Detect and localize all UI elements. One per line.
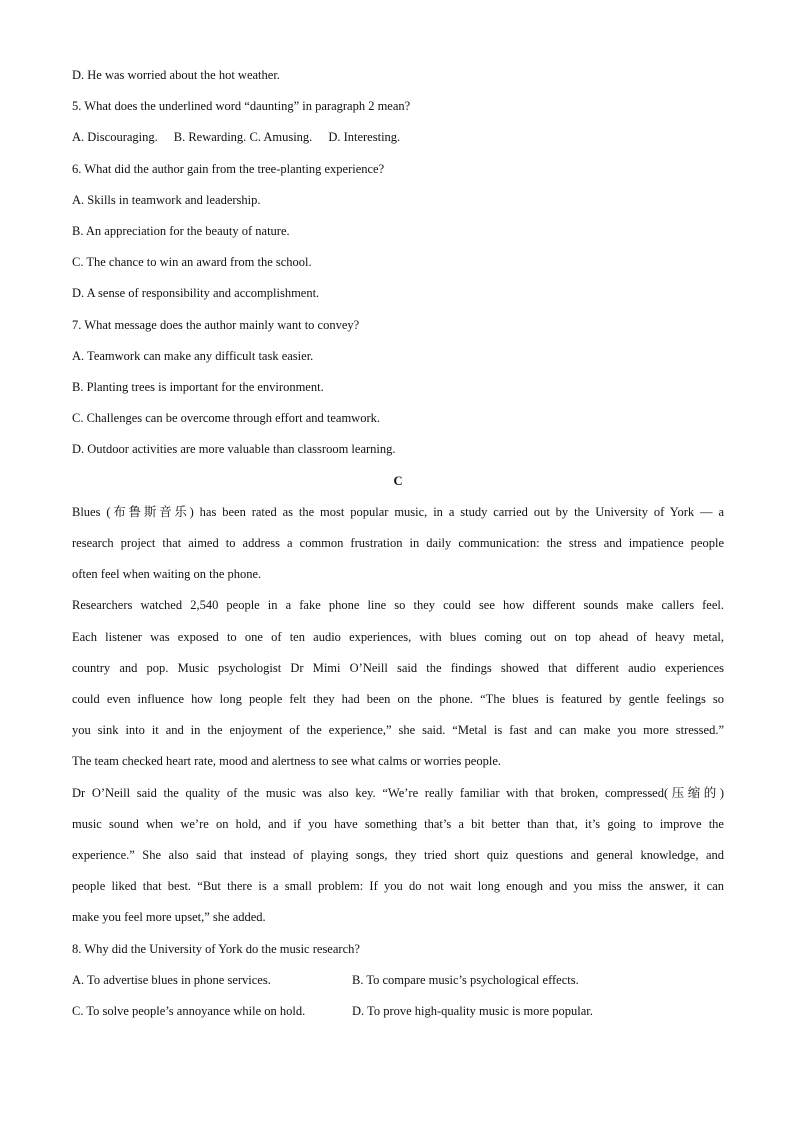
passage-paragraph-3 bbox=[72, 778, 724, 934]
q8-options-row-2 bbox=[72, 996, 724, 1027]
q5-option-c: C. Amusing. bbox=[249, 130, 313, 145]
paragraph-line: country and pop. Music psychologist Dr Mimi O’Neill said the findings showed that different audio experiences bbox=[72, 660, 724, 675]
q6-option-b: B. An appreciation for the beauty of nature. bbox=[72, 224, 290, 239]
q6-question: 6. What did the author gain from the tree-planting experience? bbox=[72, 161, 385, 176]
paragraph-line: experience.” She also said that instead of playing songs, they tried short quiz questions and general knowledge, and bbox=[72, 848, 724, 863]
q4-option-d: D. He was worried about the hot weather. bbox=[72, 68, 280, 82]
document-page bbox=[72, 60, 724, 1027]
q7-option-a: A. Teamwork can make any difficult task easier. bbox=[72, 348, 314, 363]
q8-option-a: A. To advertise blues in phone services. bbox=[72, 972, 271, 987]
q5-option-a: A. Discouraging. bbox=[72, 130, 158, 145]
paragraph-line: people liked that best. “But there is a small problem: If you do not wait long enough and you miss the answer, it can bbox=[72, 879, 724, 894]
q5-question: 5. What does the underlined word “daunting” in paragraph 2 mean? bbox=[72, 99, 411, 114]
q8-question: 8. Why did the University of York do the music research? bbox=[72, 941, 360, 956]
q5-options bbox=[72, 122, 724, 153]
passage-paragraph-1 bbox=[72, 497, 724, 591]
q7-option-b: B. Planting trees is important for the environment. bbox=[72, 380, 324, 395]
paragraph-line: you sink into it and in the enjoyment of the experience,” she said. “Metal is fast and can make you more stressed.” bbox=[72, 723, 724, 738]
q8-options-row-1 bbox=[72, 965, 724, 996]
paragraph-line: Dr O’Neill said the quality of the music was also key. “We’re really familiar with that broken, compressed(压缩的) bbox=[72, 785, 724, 800]
q7-option-d: D. Outdoor activities are more valuable than classroom learning. bbox=[72, 442, 396, 457]
paragraph-line: Each listener was exposed to one of ten audio experiences, with blues coming out on top ahead of heavy metal, bbox=[72, 629, 724, 644]
q8-option-b: B. To compare music’s psychological effects. bbox=[352, 972, 579, 987]
q7-question: 7. What message does the author mainly want to convey? bbox=[72, 317, 360, 332]
paragraph-line: music sound when we’re on hold, and if you have something that’s a bit better than that, it’s going to improve the bbox=[72, 816, 724, 831]
q6-option-a: A. Skills in teamwork and leadership. bbox=[72, 192, 261, 207]
q6-option-c: C. The chance to win an award from the school. bbox=[72, 255, 312, 270]
paragraph-line: often feel when waiting on the phone. bbox=[72, 567, 262, 582]
passage-paragraph-2 bbox=[72, 590, 724, 777]
q5-option-d: D. Interesting. bbox=[328, 130, 401, 145]
paragraph-line: Blues (布鲁斯音乐) has been rated as the most popular music, in a study carried out by the University of York — a bbox=[72, 504, 724, 519]
q8-option-c: C. To solve people’s annoyance while on hold. bbox=[72, 1004, 306, 1019]
paragraph-line: could even influence how long people felt they had been on the phone. “The blues is featured by gentle feelings so bbox=[72, 692, 724, 707]
section-heading: C bbox=[393, 473, 403, 488]
paragraph-line: The team checked heart rate, mood and alertness to see what calms or worries people. bbox=[72, 754, 501, 769]
paragraph-line: research project that aimed to address a common frustration in daily communication: the stress and impatience people bbox=[72, 536, 724, 551]
q5-option-b: B. Rewarding. bbox=[173, 130, 247, 145]
paragraph-line: make you feel more upset,” she added. bbox=[72, 910, 266, 925]
q7-option-c: C. Challenges can be overcome through effort and teamwork. bbox=[72, 411, 381, 426]
paragraph-line: Researchers watched 2,540 people in a fake phone line so they could see how different sounds make callers feel. bbox=[72, 598, 724, 613]
q8-option-d: D. To prove high-quality music is more popular. bbox=[352, 1004, 593, 1019]
q6-option-d: D. A sense of responsibility and accomplishment. bbox=[72, 286, 320, 301]
